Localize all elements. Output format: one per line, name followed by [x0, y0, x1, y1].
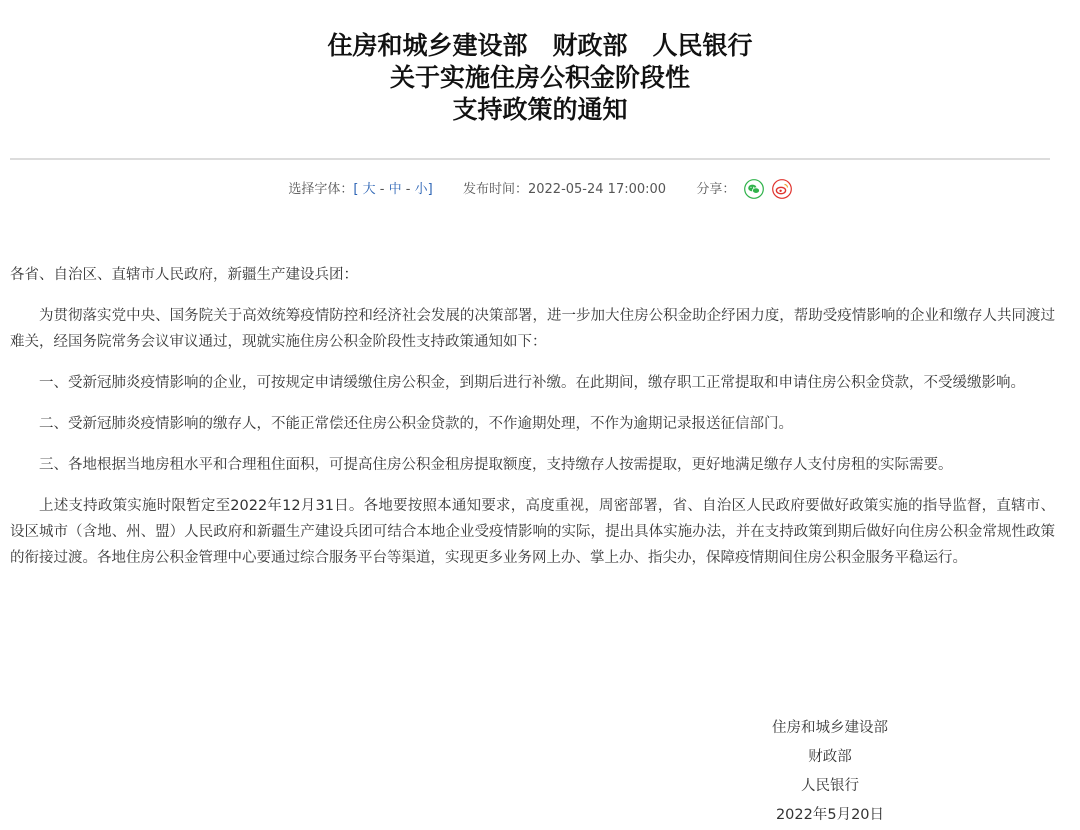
signature-issuer-2: 财政部 — [808, 749, 852, 765]
font-size-medium-link[interactable]: 中 — [388, 182, 402, 197]
title-line-2: 关于实施住房公积金阶段性 — [389, 63, 690, 92]
size-separator: - — [405, 182, 411, 197]
size-separator: - — [379, 182, 385, 197]
salutation: 各省、自治区、直辖市人民政府，新疆生产建设兵团： — [10, 267, 358, 283]
signature-issuer-1: 住房和城乡建设部 — [772, 720, 888, 736]
wechat-icon[interactable] — [744, 179, 764, 199]
bracket-open: [ — [353, 182, 359, 197]
weibo-icon[interactable] — [772, 179, 792, 199]
paragraph-item-1: 一、受新冠肺炎疫情影响的企业，可按规定申请缓缴住房公积金，到期后进行补缴。在此期间，缴存职工正常提取和申请住房公积金贷款，不受缓缴影响。 — [39, 375, 1025, 391]
signature-block — [700, 714, 960, 830]
paragraph-item-3: 三、各地根据当地房租水平和合理租住面积，可提高住房公积金租房提取额度，支持缴存人按需提取，更好地满足缴存人支付房租的实际需要。 — [39, 457, 953, 473]
article-body — [10, 262, 1055, 586]
title-divider — [10, 158, 1050, 160]
paragraph-item-2: 二、受新冠肺炎疫情影响的缴存人，不能正常偿还住房公积金贷款的，不作逾期处理，不作为逾期记录报送征信部门。 — [39, 416, 793, 432]
paragraph-closing: 上述支持政策实施时限暂定至2022年12月31日。各地要按照本通知要求，高度重视，周密部署，省、自治区人民政府要做好政策实施的指导监督，直辖市、设区城市（含地、州、盟）人民政府和新疆生产建设兵团可结合本地企业受疫情影响的实际，提出具体实施办法，并在支持政策到期后做好向住房公积金常规性政策的衔接过渡。各地住房公积金管理中心要通过综合服务平台等渠道，实现更多业务网上办、掌上办、指尖办，保障疫情期间住房公积金服务平稳运行。 — [10, 498, 1055, 566]
title-line-1: 住房和城乡建设部 财政部 人民银行 — [327, 31, 753, 60]
bracket-close: ] — [427, 182, 433, 197]
font-size-large-link[interactable]: 大 — [362, 182, 376, 197]
publish-time-value: 2022-05-24 17:00:00 — [527, 182, 667, 197]
font-size-small-link[interactable]: 小 — [414, 182, 428, 197]
page-title — [0, 30, 1080, 126]
article-meta-bar — [0, 177, 1080, 203]
signature-date: 2022年5月20日 — [775, 807, 885, 823]
paragraph-intro: 为贯彻落实党中央、国务院关于高效统筹疫情防控和经济社会发展的决策部署，进一步加大住房公积金助企纾困力度，帮助受疫情影响的企业和缴存人共同渡过难关，经国务院常务会议审议通过，现就实施住房公积金阶段性支持政策通知如下： — [10, 308, 1055, 350]
font-select-label: 选择字体： — [288, 182, 354, 197]
signature-issuer-3: 人民银行 — [801, 778, 859, 794]
publish-time-label: 发布时间： — [462, 182, 528, 197]
share-label: 分享： — [696, 182, 736, 197]
title-line-3: 支持政策的通知 — [452, 95, 628, 124]
